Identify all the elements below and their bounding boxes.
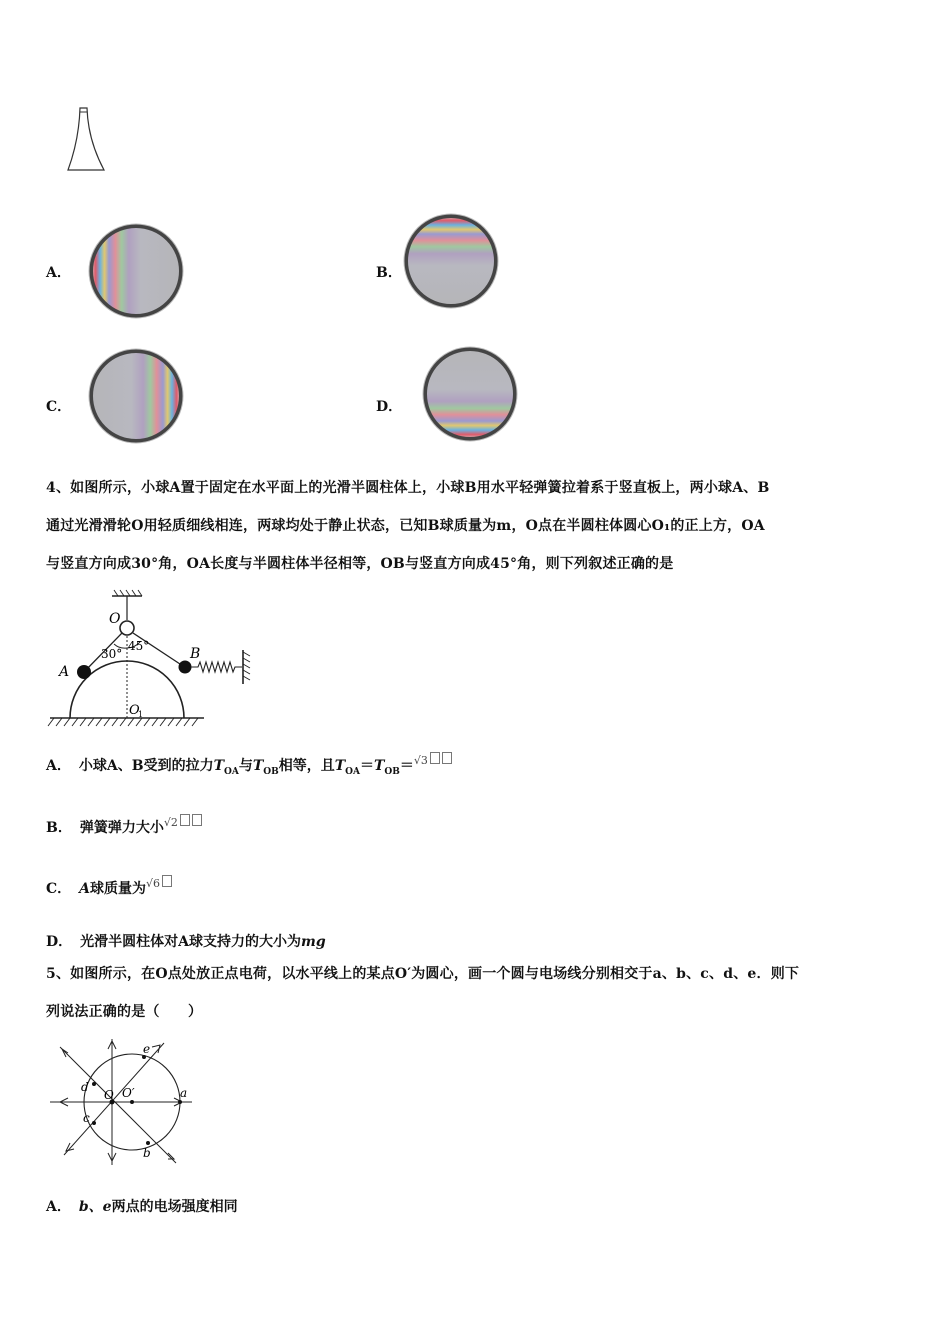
- q5-choice-a-text: 两点的电场强度相同: [111, 1199, 238, 1215]
- q4-choice-c-text: 球质量为: [90, 881, 147, 897]
- q4-question-text: [46, 469, 916, 583]
- q4-angle-45: 45°: [128, 639, 150, 653]
- q5-question-text: [46, 955, 916, 1031]
- placeholder-box-icon: [192, 814, 202, 826]
- q5-label-b: b: [143, 1146, 151, 1160]
- q4-choice-a-T-2: T: [252, 758, 264, 774]
- q4-choice-a-sub-ob-2: OB: [384, 766, 400, 777]
- q4-choice-a-text-1: 小球A、B受到的拉力: [78, 758, 214, 774]
- q5-choice-a[interactable]: [46, 1196, 238, 1216]
- q4-choice-a-T-1: T: [213, 758, 224, 774]
- q4-choice-c-sqrt: √6: [146, 877, 161, 890]
- q5-label-O-prime: O′: [122, 1086, 135, 1100]
- q4-choice-c-label: C．: [46, 881, 72, 897]
- q4-choice-a-T-4: T: [373, 758, 385, 774]
- placeholder-box-icon: [162, 875, 172, 887]
- q5-choice-a-vars: b、e: [78, 1199, 112, 1215]
- q4-choice-b-text: 弹簧弹力大小: [79, 820, 164, 836]
- q3-option-a-label[interactable]: A．: [46, 265, 71, 281]
- q3-option-c-fringe-image[interactable]: [87, 347, 185, 445]
- placeholder-box-icon: [442, 752, 452, 764]
- q4-choice-a-label: A．: [46, 758, 71, 774]
- q5-label-e: e: [143, 1042, 151, 1056]
- q4-choice-a-T-3: T: [334, 758, 346, 774]
- q4-choice-a[interactable]: [46, 752, 452, 777]
- q4-label-O: O: [109, 611, 121, 627]
- q5-label-d: d: [81, 1080, 89, 1094]
- q4-choice-d-text: 光滑半圆柱体对A球支持力的大小为: [80, 934, 302, 950]
- q3-option-b-fringe-image[interactable]: [402, 212, 500, 310]
- q4-choice-a-text-3: 相等，且: [278, 758, 335, 774]
- q4-label-O1-sub: 1: [138, 710, 144, 719]
- q5-field-lines-figure: [46, 1035, 206, 1170]
- q4-choice-a-sub-ob-1: OB: [263, 766, 279, 777]
- q4-choice-d-var: mg: [301, 934, 326, 950]
- q5-label-O: O: [104, 1088, 114, 1102]
- q5-line-2: 列说法正确的是（ ）: [46, 1004, 203, 1020]
- q4-choice-d[interactable]: [46, 931, 326, 951]
- q3-option-a-fringe-image[interactable]: [87, 222, 185, 320]
- q5-choice-a-label: A．: [46, 1199, 71, 1215]
- q4-choice-b-label: B．: [46, 820, 72, 836]
- q4-label-O1: O: [129, 703, 140, 718]
- q4-choice-a-sub-oa-1: OA: [224, 766, 239, 777]
- q4-choice-a-eq-1: ＝: [359, 758, 374, 774]
- q3-option-d-fringe-image[interactable]: [421, 345, 519, 443]
- q4-choice-a-sqrt: √3: [413, 754, 428, 767]
- placeholder-box-icon: [430, 752, 440, 764]
- q4-angle-30: 30°: [101, 647, 123, 661]
- q4-label-B: B: [190, 646, 201, 662]
- q5-line-1: 5、如图所示，在O点处放正点电荷，以水平线上的某点O′为圆心，画一个圆与电场线分别相交于a、b、c、d、e．则下: [46, 966, 800, 982]
- q4-choice-b[interactable]: [46, 814, 202, 837]
- q4-choice-d-label: D．: [46, 934, 73, 950]
- q4-line-3: 与竖直方向成30°角，OA长度与半圆柱体半径相等，OB与竖直方向成45°角，则下列叙述正确的是: [46, 556, 674, 572]
- q3-option-c-label[interactable]: C．: [46, 399, 72, 415]
- wedge-figure: [60, 100, 110, 175]
- q5-label-a: a: [180, 1086, 188, 1100]
- q4-choice-a-text-2: 与: [238, 758, 253, 774]
- q4-label-A: A: [59, 664, 70, 680]
- q4-choice-a-eq-2: ＝: [399, 758, 414, 774]
- placeholder-box-icon: [180, 814, 190, 826]
- q3-option-b-label[interactable]: B．: [376, 265, 402, 281]
- q4-choice-c-var: A: [79, 881, 91, 897]
- q4-choice-a-sub-oa-2: OA: [345, 766, 360, 777]
- q4-pulley-figure: [46, 586, 266, 731]
- q4-line-1: 4、如图所示，小球A置于固定在水平面上的光滑半圆柱体上，小球B用水平轻弹簧拉着系于竖直板上，两小球A、B: [46, 480, 770, 496]
- q4-line-2: 通过光滑滑轮O用轻质细线相连，两球均处于静止状态，已知B球质量为m，O点在半圆柱体圆心O₁的正上方，OA: [46, 518, 765, 534]
- q4-choice-b-sqrt: √2: [163, 816, 178, 829]
- q3-option-d-label[interactable]: D．: [376, 399, 403, 415]
- q5-label-c: c: [83, 1111, 90, 1125]
- q4-choice-c[interactable]: [46, 875, 172, 898]
